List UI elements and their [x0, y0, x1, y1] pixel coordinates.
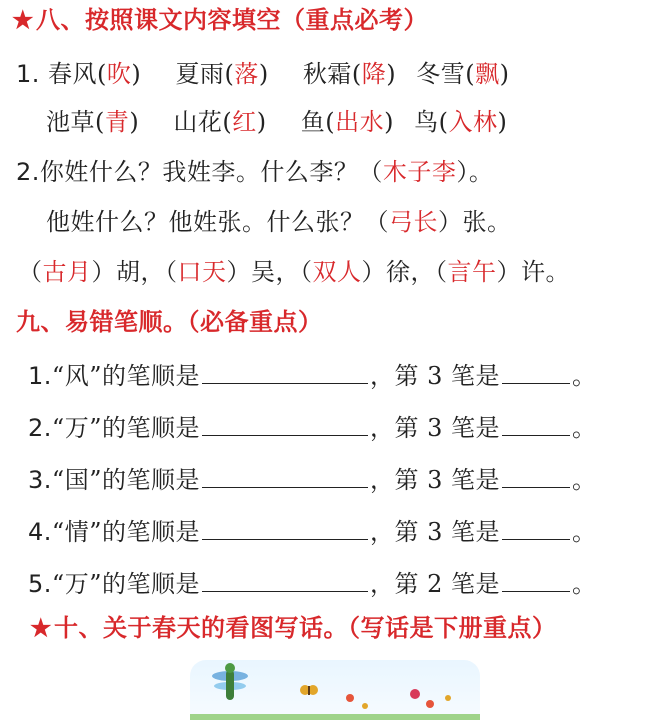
stroke-order-item: 1.“风”的笔顺是 ，第 3 笔是 。: [28, 362, 597, 390]
fill-pair: 池草(青): [46, 108, 140, 136]
stroke-order-blank[interactable]: [202, 569, 368, 592]
section-8-heading: [12, 4, 428, 36]
fill-pair: 冬雪(飘): [416, 60, 510, 88]
answer-text: 出水: [335, 108, 385, 136]
star-icon: ★: [12, 5, 35, 34]
section-9-heading: [16, 306, 323, 338]
dragonfly-icon: [212, 663, 248, 700]
section-8-title: 八、按照课文内容填空（重点必考）: [36, 5, 429, 34]
stroke-answer-blank[interactable]: [502, 465, 570, 488]
surname-line-3: [18, 256, 570, 288]
stroke-answer-blank[interactable]: [502, 361, 570, 384]
surname-pair: （口天）吴，: [165, 258, 300, 286]
surname-line-2: 他姓什么？他姓张。什么张？（弓长）张。: [46, 208, 512, 236]
answer-text: 弓长: [389, 208, 438, 236]
fill-pair: 山花(红): [173, 108, 267, 136]
fill-pair: 夏雨(落): [175, 60, 269, 88]
item-number: 2.: [16, 158, 40, 186]
surname-pair: （古月）胡，: [18, 258, 165, 286]
item-number: 1.: [16, 60, 40, 88]
fill-pair: 秋霜(降): [302, 60, 397, 88]
fill-pair: 鱼(出水): [300, 108, 395, 136]
stroke-order-item: 4.“情”的笔顺是 ，第 3 笔是 。: [28, 518, 597, 546]
surname-pair: （双人）徐，: [300, 258, 435, 286]
stroke-order-blank[interactable]: [202, 361, 368, 384]
seasons-line-2: [46, 106, 507, 138]
stroke-order-item: 3.“国”的笔顺是 ，第 3 笔是 。: [28, 466, 597, 494]
stroke-order-item: 5.“万”的笔顺是 ，第 2 笔是 。: [28, 570, 597, 598]
surname-pair: （言午）许。: [435, 258, 570, 286]
answer-text: 降: [361, 60, 387, 88]
fill-pair: 春风(吹): [48, 60, 142, 88]
answer-text: 古月: [42, 258, 92, 286]
answer-text: 吹: [106, 60, 132, 88]
answer-text: 木子李: [382, 158, 457, 186]
fill-pair: 鸟(入林): [414, 108, 508, 136]
answer-text: 红: [232, 108, 257, 136]
stroke-answer-blank[interactable]: [502, 517, 570, 540]
section-10-title: 十、关于春天的看图写话。（写话是下册重点）: [54, 613, 557, 642]
seasons-line-1: [16, 58, 509, 90]
answer-text: 飘: [475, 60, 500, 88]
section-9-title: 九、易错笔顺。（必备重点）: [16, 307, 323, 336]
answer-text: 入林: [448, 108, 498, 136]
flower-icon: [410, 689, 451, 708]
section-10-heading: [30, 612, 557, 644]
stroke-answer-blank[interactable]: [502, 413, 570, 436]
stroke-order-blank[interactable]: [202, 465, 368, 488]
answer-text: 双人: [312, 258, 362, 286]
surname-line-1: 2.你姓什么？我姓李。什么李？（木子李）。: [16, 158, 494, 186]
spring-picture: [190, 660, 480, 720]
answer-text: 青: [104, 108, 130, 136]
stroke-order-item: 2.“万”的笔顺是 ，第 3 笔是 。: [28, 414, 597, 442]
stroke-order-blank[interactable]: [202, 413, 368, 436]
stroke-order-blank[interactable]: [202, 517, 368, 540]
stroke-answer-blank[interactable]: [502, 569, 570, 592]
answer-text: 言午: [447, 258, 497, 286]
star-icon: ★: [30, 613, 53, 642]
spring-illustration: [190, 660, 480, 720]
answer-text: 口天: [177, 258, 227, 286]
butterfly-icon: [300, 685, 318, 695]
answer-text: 落: [234, 60, 259, 88]
flower-icon: [346, 694, 368, 709]
